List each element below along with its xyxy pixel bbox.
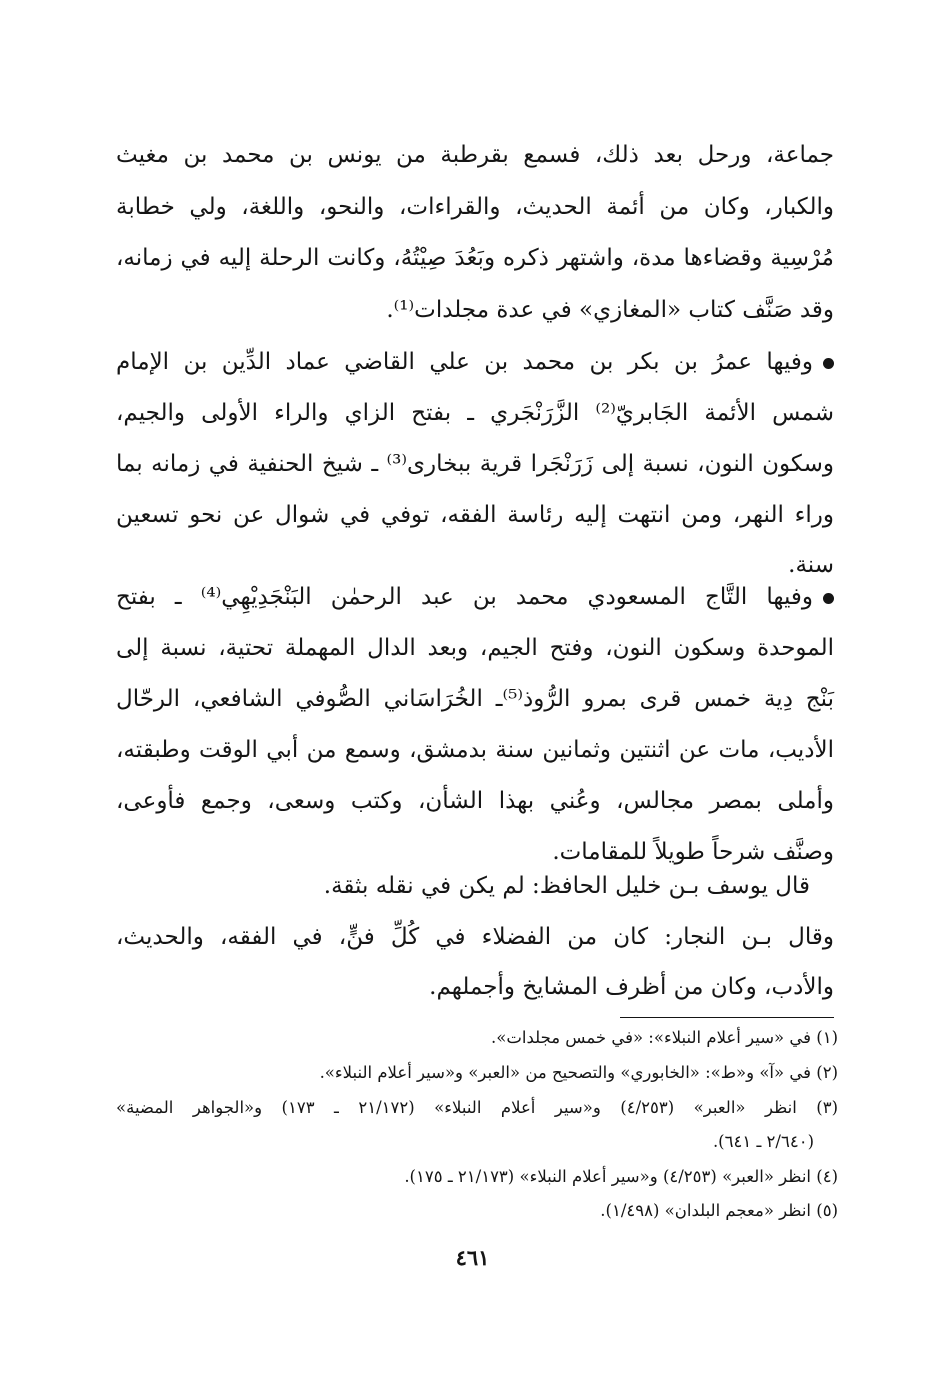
text-line: قال يوسف بـن خليل الحافظ: لم يكن في نقله بثقة. [323,873,810,899]
bullet-icon [823,593,834,604]
text-line: وسكون النون، نسبة إلى زَرَنْجَرا قرية ببخارى⁽³⁾ ـ شيخ الحنفية في زمانه بما [116,451,834,477]
paragraph-first-line [116,575,834,619]
footnote: (٤) انظر «العبر» (٤/٢٥٣) و«سير أعلام النبلاء» (٢١/١٧٣ ـ ١٧٥). [404,1167,838,1186]
footnote: (٣) انظر «العبر» (٤/٢٥٣) و«سير أعلام النبلاء» (٢١/١٧٢ ـ ١٧٣) و«الجواهر المضية» [116,1098,839,1117]
footnote-separator [620,1017,834,1018]
bullet-icon [823,358,834,369]
text-line: مُرْسِية وقضاءها مدة، واشتهر ذكره وبَعُدَ صِيْتُهُ، وكانت الرحلة إليه في زمانه، [116,245,834,271]
text-line: وفيها التَّاج المسعودي محمد بن عبد الرحمٰن البَنْجَدِيْهِي⁽⁴⁾ ـ بفتح [116,584,813,610]
text-line: الأديب، مات عن اثنتين وثمانين سنة بدمشق، وسمع من أبي الوقت وطبقته، [116,737,834,763]
text-line: والكبار، وكان من أئمة الحديث، والقراءات، والنحو، واللغة، ولي خطابة [116,194,834,220]
text-line: والأدب، وكان من أظرف المشايخ وأجملهم. [429,974,834,1000]
text-line: وفيها عمرُ بن بكر بن محمد بن علي القاضي عماد الدِّين بن الإمام [116,349,813,375]
text-line: وقال بـن النجار: كان من الفضلاء في كُلِّ فنٍّ، في الفقه، والحديث، [116,924,834,950]
footnote: (٢/٦٤٠ ـ ٦٤١). [712,1132,814,1151]
text-line: وقد صَنَّف كتاب «المغازي» في عدة مجلدات⁽¹⁾. [386,297,834,323]
paragraph-first-line [116,340,834,384]
text-line: سنة. [788,552,834,578]
text-line: وصنَّف شرحاً طويلاً للمقامات. [552,839,834,865]
page-number: ٤٦١ [455,1245,490,1270]
text-line: بَنْج دِية خمس قرى بمرو الرُّوذ⁽⁵⁾ـ الخُرَاسَاني الصُّوفي الشافعي، الرحّال [116,686,834,712]
footnote: (٥) انظر «معجم البلدان» (١/٤٩٨). [600,1201,838,1220]
text-line: وراء النهر، ومن انتهت إليه رئاسة الفقه، توفي في شوال عن نحو تسعين [116,502,834,528]
text-line: الموحدة وسكون النون، وفتح الجيم، وبعد الدال المهملة تحتية، نسبة إلى [116,635,834,661]
text-line: جماعة، ورحل بعد ذلك، فسمع بقرطبة من يونس بن محمد بن مغيث [116,142,834,168]
text-line: وأملى بمصر مجالس، وعُني بهذا الشأن، وكتب وسعى، وجمع فأوعى، [116,788,834,814]
footnote: (١) في «سير أعلام النبلاء»: «في خمس مجلدات». [490,1028,838,1047]
footnote: (٢) في «آ» و«ط»: «الخابوري» والتصحيح من «العبر» و«سير أعلام النبلاء». [319,1063,838,1082]
text-line: شمس الأئمة الجَابريّ⁽²⁾ الزَّرَنْجَري ـ بفتح الزاي والراء الأولى والجيم، [116,400,834,426]
